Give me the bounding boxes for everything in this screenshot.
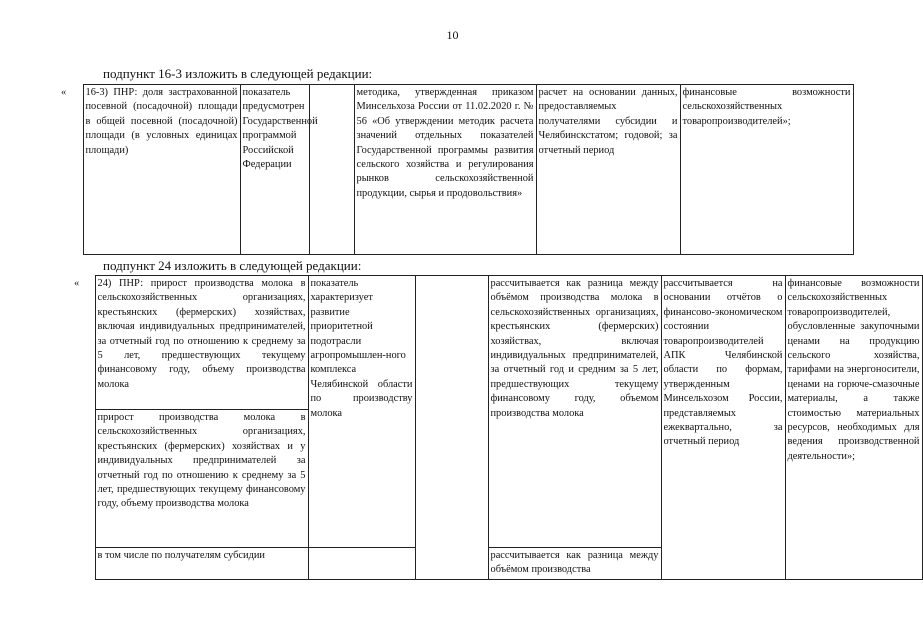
section-heading-24: подпункт 24 изложить в следующей редакции: (103, 258, 362, 273)
indicator-name-cell: 24) ПНР: прирост производства молока в сельскохозяйственных организациях, крестьянских (фермерских) хозяйствах, включая индивидуальных предпринимателей, за отчетный год по отношению к среднему за 5 лет, предшествующих текущему финансовому году, объему производства молока (95, 276, 308, 410)
calculation-method-cell-continued: рассчитывается как разница между объёмом производства (488, 548, 661, 580)
indicator-table-16-3 (57, 84, 854, 255)
indicator-characteristic-cell: показатель предусмотрен Государственной программой Российской Федерации (240, 85, 309, 255)
indicator-table-24 (70, 275, 923, 580)
page-number: 10 (446, 28, 459, 42)
risk-factors-cell: финансовые возможности сельскохозяйственных товаропроизводителей, обусловленные закупочными ценами на продукцию сельского хозяйства, тарифами на энергоносители, ценами на горюче-смазочные материалы, а также стоимостью материальных ресурсов, необходимых для ведения производственной деятельности»; (785, 276, 922, 580)
quote-mark: « (57, 85, 83, 255)
methodology-cell: методика, утвержденная приказом Минсельхоза России от 11.02.2020 г. № 56 «Об утверждении методик расчета значений отдельных показателей Государственной программы развития сельского хозяйства и регулирования рынков сельскохозяйственной продукции, сырья и продовольствия» (354, 85, 536, 255)
table-row (57, 85, 853, 255)
calculation-basis-cell: рассчитывается на основании отчётов о финансово-экономическом состоянии товаропроизводителей АПК Челябинской области по формам, утвержденным Минсельхозом России, представляемых ежеквартально, за отчетный период (661, 276, 785, 580)
recipients-cell: в том числе по получателям субсидии (95, 548, 308, 580)
quote-mark: « (70, 276, 95, 580)
empty-cell (308, 548, 415, 580)
calculation-method-cell: рассчитывается как разница между объёмом производства молока в сельскохозяйственных организациях, крестьянских (фермерских) хозяйствах, включая индивидуальных предпринимателей, за отчетный год и средним за 5 лет, предшествующих текущему финансовому году, объемом производства молока (488, 276, 661, 548)
sub-indicator-cell: прирост производства молока в сельскохозяйственных организациях, крестьянских (фермерских) хозяйствах и у индивидуальных предпринимателей за отчетный год по отношению к среднему за 5 лет, предшествующих текущему финансовому году, объему производства молока (95, 410, 308, 548)
section-heading-16-3: подпункт 16-3 изложить в следующей редакции: (103, 66, 373, 81)
empty-cell (309, 85, 354, 255)
indicator-characteristic-cell: показатель характеризует развитие приоритетной подотрасли агропромышлен-ного комплекса Челябинской области по производству молока (308, 276, 415, 548)
table-row (70, 276, 922, 410)
empty-cell (415, 276, 488, 580)
risk-factors-cell: финансовые возможности сельскохозяйственных товаропроизводителей»; (680, 85, 853, 255)
indicator-name-cell: 16-3) ПНР: доля застрахованной посевной (посадочной) площади в общей посевной (посадочной) площади (в условных единицах площади) (83, 85, 240, 255)
calculation-basis-cell: расчет на основании данных, предоставляемых получателями субсидии и Челябинскстатом; годовой; за отчетный период (536, 85, 680, 255)
